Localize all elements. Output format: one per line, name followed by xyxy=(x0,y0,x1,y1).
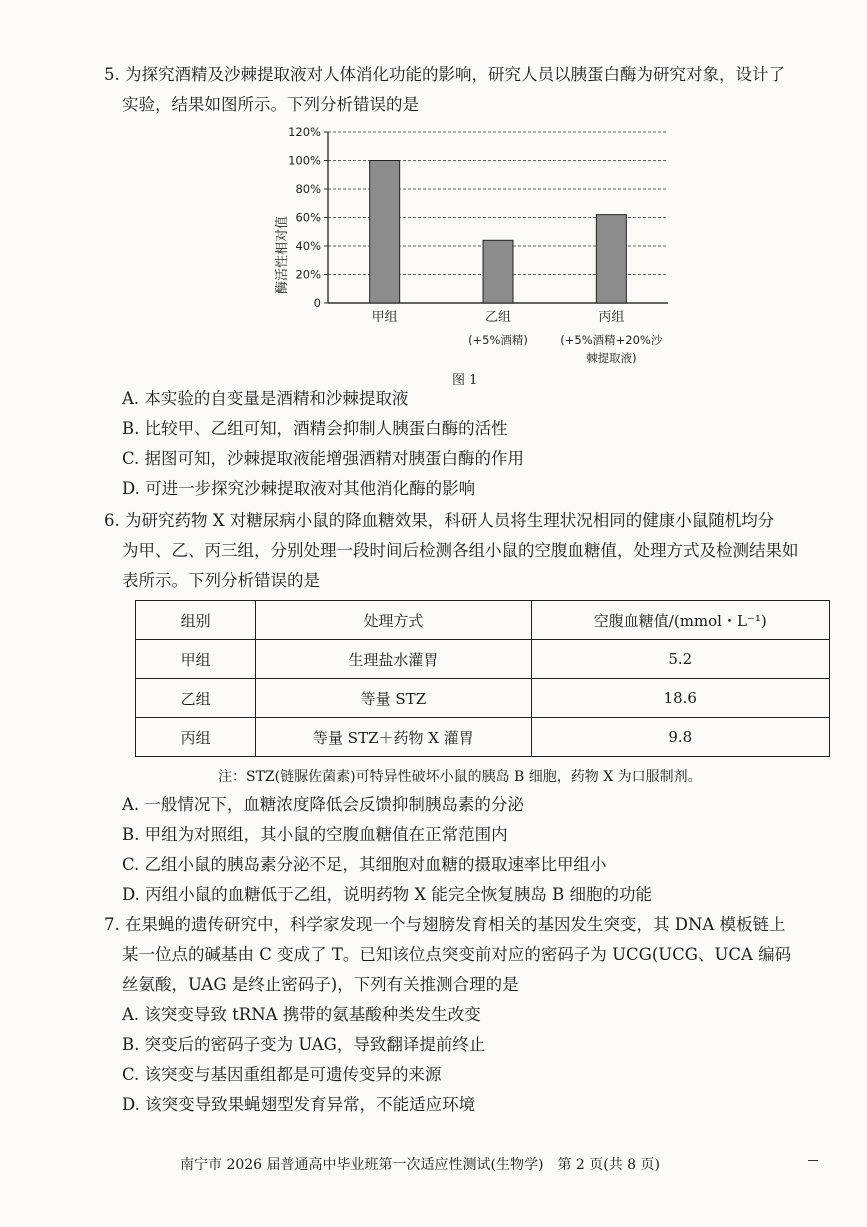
q6-stem-line3: 表所示。下列分析错误的是 xyxy=(122,571,320,590)
table-cell: 生理盐水灌胃 xyxy=(256,640,531,679)
x-category-label: 丙组 xyxy=(598,310,625,325)
table-note: 注：STZ(链脲佐菌素)可特异性破坏小鼠的胰岛 B 细胞，药物 X 为口服制剂。 xyxy=(218,769,702,785)
table-cell: 9.8 xyxy=(531,718,829,757)
footer-dash xyxy=(808,1160,818,1161)
table-header-row xyxy=(136,601,830,640)
table-cell: 甲组 xyxy=(136,640,256,679)
table-cell: 丙组 xyxy=(136,718,256,757)
bar xyxy=(596,215,626,303)
x-category-note: (+5%酒精+20%沙 xyxy=(560,333,663,347)
table-cell: 5.2 xyxy=(531,640,829,679)
table-header-cell: 处理方式 xyxy=(256,601,531,640)
table-row xyxy=(136,679,830,718)
y-tick-label: 20% xyxy=(295,267,321,282)
figure-1-bar-chart xyxy=(268,120,678,390)
x-category-label: 甲组 xyxy=(371,310,398,325)
q7-option-c: C. 该突变与基因重组都是可遗传变异的来源 xyxy=(122,1065,442,1084)
y-tick-label: 120% xyxy=(288,125,321,139)
y-tick-label: 0 xyxy=(313,296,321,310)
q6-option-c: C. 乙组小鼠的胰岛素分泌不足，其细胞对血糖的摄取速率比甲组小 xyxy=(122,855,607,874)
table-cell: 等量 STZ＋药物 X 灌胃 xyxy=(256,718,531,757)
table-row xyxy=(136,640,830,679)
q7-stem-line1: 7. 在果蝇的遗传研究中，科学家发现一个与翅膀发育相关的基因发生突变，其 DNA 模板链上 xyxy=(104,915,786,934)
q6-option-d: D. 丙组小鼠的血糖低于乙组，说明药物 X 能完全恢复胰岛 B 细胞的功能 xyxy=(122,885,652,904)
x-category-note: (+5%酒精) xyxy=(468,333,528,347)
x-category-label: 乙组 xyxy=(484,310,512,325)
table-row xyxy=(136,718,830,757)
q6-stem-line1: 6. 为研究药物 X 对糖尿病小鼠的降血糖效果，科研人员将生理状况相同的健康小鼠随机均分 xyxy=(104,511,775,530)
q5-option-d: D. 可进一步探究沙棘提取液对其他消化酶的影响 xyxy=(122,479,476,498)
q6-option-b: B. 甲组为对照组，其小鼠的空腹血糖值在正常范围内 xyxy=(122,825,508,844)
q6-stem-line2: 为甲、乙、丙三组，分别处理一段时间后检测各组小鼠的空腹血糖值，处理方式及检测结果如 xyxy=(122,541,799,560)
table-header-cell: 空腹血糖值/(mmol・L⁻¹) xyxy=(531,601,829,640)
q7-stem-line2: 某一位点的碱基由 C 变成了 T。已知该位点突变前对应的密码子为 UCG(UCG、UCA 编码 xyxy=(122,945,792,964)
page-footer: 南宁市 2026 届普通高中毕业班第一次适应性测试(生物学) 第 2 页(共 8 页) xyxy=(180,1157,660,1173)
table-header-cell: 组别 xyxy=(136,601,256,640)
q5-option-b: B. 比较甲、乙组可知，酒精会抑制人胰蛋白酶的活性 xyxy=(122,419,508,438)
q5-stem-line1: 5. 为探究酒精及沙棘提取液对人体消化功能的影响，研究人员以胰蛋白酶为研究对象，设计了 xyxy=(104,65,785,84)
bar xyxy=(483,240,513,303)
q7-option-a: A. 该突变导致 tRNA 携带的氨基酸种类发生改变 xyxy=(122,1005,481,1024)
table-cell: 等量 STZ xyxy=(256,679,531,718)
q5-option-c: C. 据图可知，沙棘提取液能增强酒精对胰蛋白酶的作用 xyxy=(122,449,525,468)
q5-stem-line2: 实验，结果如图所示。下列分析错误的是 xyxy=(122,95,419,114)
q7-stem-line3: 丝氨酸，UAG 是终止密码子)，下列有关推测合理的是 xyxy=(122,975,519,994)
y-axis-label: 酶活性相对值 xyxy=(275,215,290,295)
x-category-note: 棘提取液) xyxy=(586,351,637,365)
figure-caption: 图 1 xyxy=(452,373,478,388)
bar xyxy=(370,161,400,304)
q6-option-a: A. 一般情况下，血糖浓度降低会反馈抑制胰岛素的分泌 xyxy=(122,795,524,814)
q5-option-a: A. 本实验的自变量是酒精和沙棘提取液 xyxy=(122,389,409,408)
y-tick-label: 60% xyxy=(295,210,321,225)
y-tick-label: 80% xyxy=(295,182,321,196)
table-cell: 18.6 xyxy=(531,679,829,718)
q7-option-b: B. 突变后的密码子变为 UAG，导致翻译提前终止 xyxy=(122,1035,486,1054)
table-cell: 乙组 xyxy=(136,679,256,718)
q7-option-d: D. 该突变导致果蝇翅型发育异常，不能适应环境 xyxy=(122,1095,476,1114)
y-tick-label: 40% xyxy=(295,239,321,253)
y-tick-label: 100% xyxy=(288,153,321,168)
q6-data-table xyxy=(135,600,830,757)
